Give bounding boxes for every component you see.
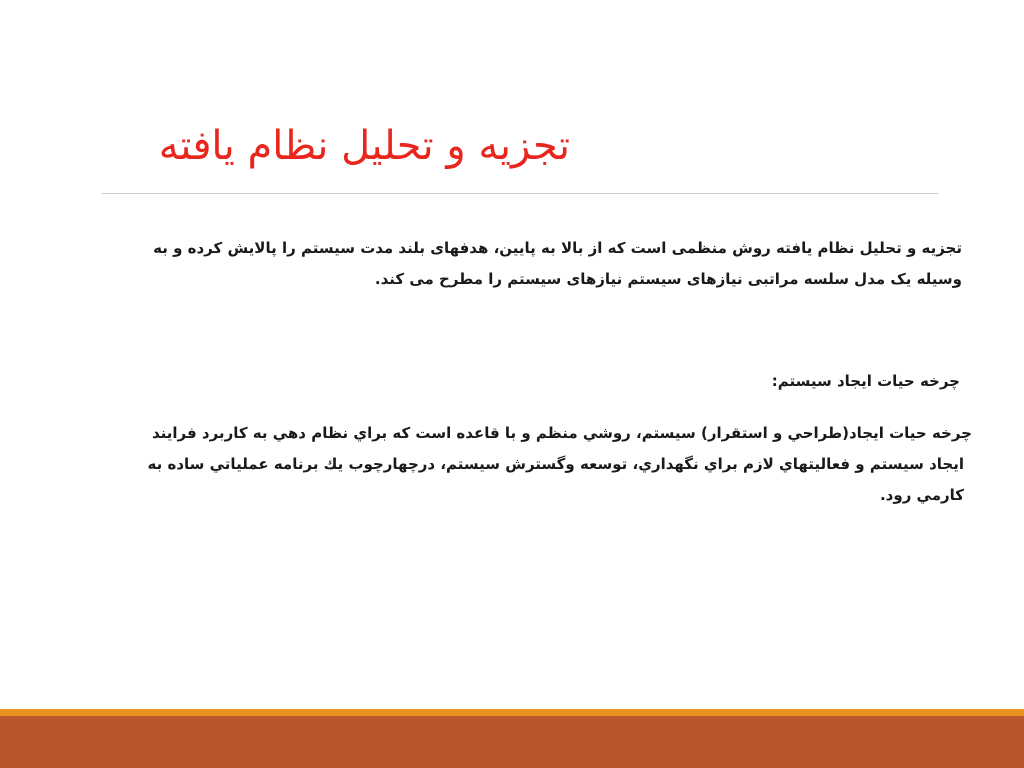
intro-paragraph-line: تجزيه و تحليل نظام يافته روش منظمی است که از بالا به پايين، هدفهای بلند مدت سيستم را پالايش کرده و به <box>153 239 962 257</box>
intro-paragraph-line: وسيله يک مدل سلسه مراتبی نيازهای سيستم نيازهای سيستم را مطرح می کند. <box>374 270 962 288</box>
lifecycle-paragraph-line: كارمي رود. <box>879 486 964 504</box>
footer-accent-stripe <box>0 709 1024 716</box>
title-divider <box>102 193 938 194</box>
intro-paragraph <box>40 233 962 295</box>
lifecycle-paragraph <box>40 418 972 511</box>
section-subheading: چرخه حيات ايجاد سيستم: <box>771 372 960 390</box>
slide-title: تجزیه و تحلیل نظام یافته <box>158 123 570 169</box>
footer-band <box>0 716 1024 768</box>
lifecycle-paragraph-line: چرخه حيات ايجاد(طراحي و استقرار) سيستم، روشي منظم و با قاعده است که براي نظام دهي به کاربرد فرايند <box>151 424 972 442</box>
lifecycle-paragraph-line: ايجاد سيستم و فعاليتهاي لازم براي نگهداري، توسعه وگسترش سيستم، درچهارچوب يك برنامه عملياتي ساده به <box>147 455 964 473</box>
